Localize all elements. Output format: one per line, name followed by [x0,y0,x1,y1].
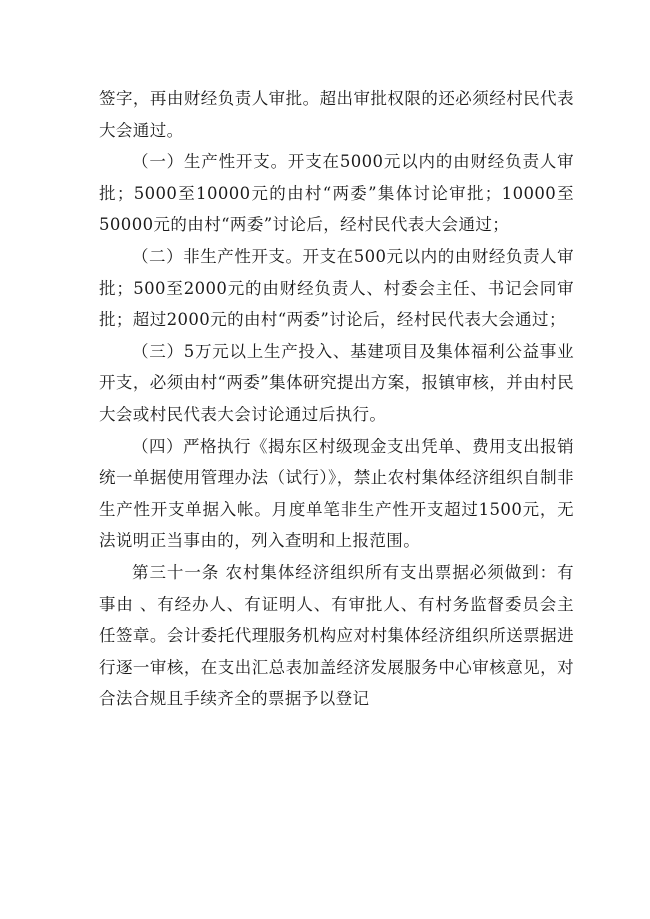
paragraph-receipt-rules: （四）严格执行《揭东区村级现金支出凭单、费用支出报销统一单据使用管理办法（试行）》，禁止农村集体经济组织自制非生产性开支单据入帐。月度单笔非生产性开支超过1500元，无法说明正当事由的，列入查明和上报范围。 [99,436,574,551]
article-heading: 第三十一条 [132,562,220,582]
paragraph-large-investment: （三）5万元以上生产投入、基建项目及集体福利公益事业开支，必须由村“两委”集体研究提出方案，报镇审核，并由村民大会或村民代表大会讨论通过后执行。 [99,341,574,424]
article-text: 农村集体经济组织所有支出票据必须做到：有事由 、有经办人、有证明人、有审批人、有村务监督委员会主任签章。会计委托代理服务机构应对村集体经济组织所送票据进行逐一审核，在支出汇总表加盖经济发展服务中心审核意见，对合法合规且手续齐全的票据予以登记 [99,562,575,709]
paragraph-nonproductive-expenditure: （二）非生产性开支。开支在500元以内的由财经负责人审批；500至2000元的由财经负责人、村委会主任、书记会同审批；超过2000元的由村“两委”讨论后，经村民代表大会通过； [99,246,574,330]
paragraph-approval-continuation: 签字，再由财经负责人审批。超出审批权限的还必须经村民代表大会通过。 [99,89,574,140]
paragraph-article-31 [99,557,574,715]
document-body [99,83,574,715]
paragraph-productive-expenditure: （一）生产性开支。开支在5000元以内的由财经负责人审批；5000至10000元的由村“两委”集体讨论审批；10000至50000元的由村“两委”讨论后，经村民代表大会通过； [99,152,574,235]
